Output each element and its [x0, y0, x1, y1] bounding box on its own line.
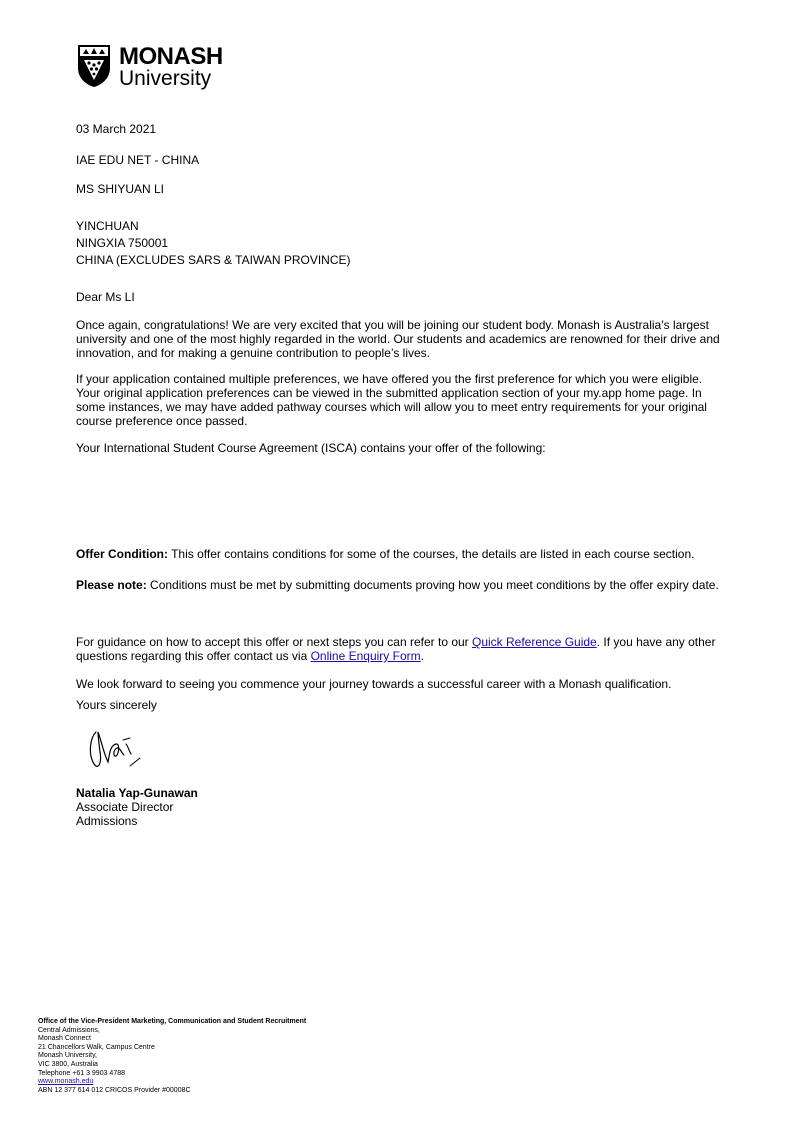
address-block [76, 219, 721, 267]
guidance-text: . If you have any other questions regarding this offer contact us via [76, 635, 716, 663]
offer-condition-label: Offer Condition: [76, 547, 168, 561]
quick-reference-guide-link[interactable]: Quick Reference Guide [472, 635, 597, 649]
please-note-text: Conditions must be met by submitting documents proving how you meet conditions by the offer expiry date. [146, 578, 719, 592]
address-line: YINCHUAN [76, 219, 139, 233]
footer-website-link[interactable]: www.monash.edu [38, 1078, 94, 1086]
footer-line: Monash Connect [38, 1035, 91, 1043]
guidance-paragraph [76, 635, 721, 663]
signer-title: Associate Director [76, 800, 174, 814]
logo-line1: MONASH [119, 43, 223, 70]
paragraph-intro: Once again, congratulations! We are very excited that you will be joining our student body. Monash is Australia’s largest university and one of the most highly regarded in the world. Our students and academics are renowned for their drive and innovation, and for making a genuine contribution to people’s lives. [76, 318, 720, 360]
footer-line: Central Admissions, [38, 1026, 100, 1034]
footer-line: Monash University, [38, 1052, 98, 1060]
monash-logo [77, 44, 223, 89]
letter-date: 03 March 2021 [76, 122, 157, 136]
please-note [76, 578, 721, 592]
signer-name: Natalia Yap-Gunawan [76, 786, 198, 800]
monash-crest-icon [77, 44, 111, 88]
footer-heading: Office of the Vice-President Marketing, Communication and Student Recruitment [38, 1018, 307, 1025]
footer-line: Telephone +61 3 9903 4788 [38, 1069, 125, 1077]
guidance-text: For guidance on how to accept this offer or next steps you can refer to our [76, 635, 472, 649]
closing-paragraph: We look forward to seeing you commence your journey towards a successful career with a Monash qualification. [76, 677, 672, 691]
paragraph-isca: Your International Student Course Agreement (ISCA) contains your offer of the following: [76, 441, 546, 455]
logo-wordmark [119, 44, 223, 89]
footer-line: VIC 3800, Australia [38, 1060, 98, 1068]
agent-name: IAE EDU NET - CHINA [76, 153, 200, 167]
logo-line2: University [119, 67, 212, 90]
signer-department: Admissions [76, 814, 138, 828]
online-enquiry-form-link[interactable]: Online Enquiry Form [310, 649, 421, 663]
offer-condition [76, 547, 721, 561]
footer-abn: ABN 12 377 614 012 CRICOS Provider #00008C [38, 1086, 191, 1094]
address-line: NINGXIA 750001 [76, 236, 169, 250]
recipient-name: MS SHIYUAN LI [76, 182, 165, 196]
guidance-text: . [420, 649, 424, 663]
address-line: CHINA (EXCLUDES SARS & TAIWAN PROVINCE) [76, 253, 351, 267]
handwritten-signature [86, 724, 166, 774]
sign-off: Yours sincerely [76, 698, 157, 712]
footer-address [38, 1018, 306, 1095]
footer-line: 21 Chancellors Walk, Campus Centre [38, 1043, 155, 1051]
offer-condition-text: This offer contains conditions for some of the courses, the details are listed in each course section. [167, 547, 695, 561]
salutation: Dear Ms LI [76, 290, 135, 304]
please-note-label: Please note: [76, 578, 147, 592]
paragraph-preferences: If your application contained multiple preferences, we have offered you the first preference for which you were eligible. Your original application preferences can be viewed in the submitted application section of your my.app home page. In some instances, we may have added pathway courses which will allow you to meet entry requirements for your original course preference once passed. [76, 372, 707, 428]
